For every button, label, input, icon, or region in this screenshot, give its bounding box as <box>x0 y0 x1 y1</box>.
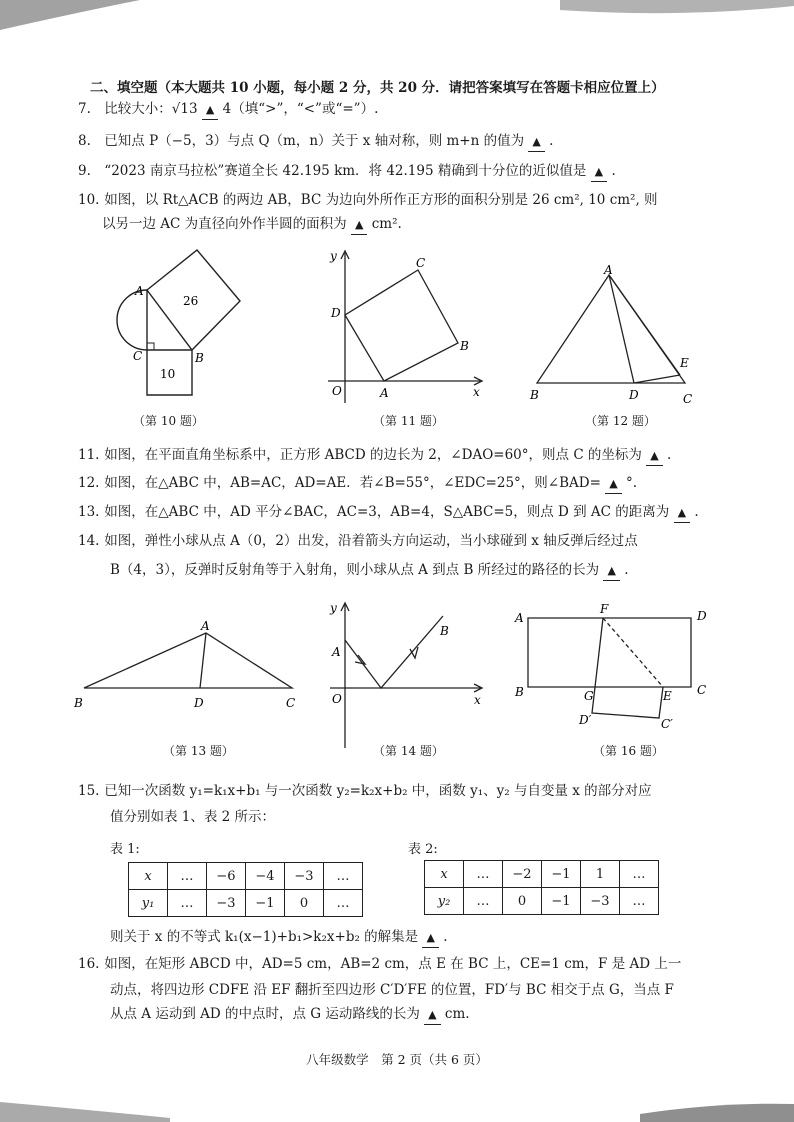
fig16-label-g: G <box>584 689 594 703</box>
q14-answer-blank[interactable] <box>603 561 619 581</box>
question-16-line-3 <box>110 1005 470 1025</box>
fig12-label-d: D <box>629 388 639 402</box>
table-cell: … <box>168 890 207 917</box>
q10-answer-blank[interactable] <box>351 215 367 235</box>
fig12-label-a: A <box>604 263 613 277</box>
table1-label: 表 1: <box>110 842 140 857</box>
q14-number: 14. <box>78 533 100 549</box>
fig11-label-c: C <box>416 256 426 270</box>
table-2 <box>424 860 659 915</box>
table-cell: −4 <box>246 863 285 890</box>
table-cell: 1 <box>581 861 620 888</box>
q10-text-line2-pre: 以另一边 AC 为直径向外作半圆的面积为 <box>102 216 347 232</box>
table-cell: −3 <box>207 890 246 917</box>
question-12 <box>78 474 637 494</box>
figure-13 <box>70 615 310 715</box>
table2-label: 表 2: <box>408 842 438 857</box>
table-cell: … <box>620 861 659 888</box>
table-cell: … <box>464 861 503 888</box>
q11-text-pre: 如图，在平面直角坐标系中，正方形 ABCD 的边长为 2，∠DAO=60°，则点 C 的坐标为 <box>104 447 642 463</box>
table-cell: y₁ <box>129 890 168 917</box>
table-cell: −1 <box>542 861 581 888</box>
blank-triangle-icon: ▲ <box>428 1008 437 1021</box>
table-cell: … <box>324 890 363 917</box>
figure-16 <box>505 600 720 735</box>
q13-text-post: . <box>694 504 699 520</box>
fig13-caption: （第 13 题） <box>163 744 234 758</box>
blank-triangle-icon: ▲ <box>532 135 541 148</box>
table-cell: x <box>129 863 168 890</box>
q15-number: 15. <box>78 783 100 799</box>
fig12-segment-ad <box>609 275 634 383</box>
fig13-label-b: B <box>74 696 83 710</box>
fig12-triangle-abc <box>537 275 685 383</box>
q11-answer-blank[interactable] <box>646 446 662 466</box>
fig12-segment-de <box>634 375 680 383</box>
fig11-label-y: y <box>330 249 337 263</box>
fig13-label-c: C <box>286 696 296 710</box>
q15-text-line1: 已知一次函数 y₁=k₁x+b₁ 与一次函数 y₂=k₂x+b₂ 中，函数 y₁、y₂ 与自变量 x 的部分对应 <box>104 783 652 799</box>
fig16-label-c-prime: C′ <box>661 717 673 731</box>
fig16-label-f: F <box>600 602 609 616</box>
fig10-label-a: A <box>135 284 144 298</box>
table-cell: y₂ <box>425 888 464 915</box>
table-cell: −1 <box>246 890 285 917</box>
question-13 <box>78 503 699 523</box>
fig13-label-a: A <box>201 619 210 633</box>
scan-shadow-top <box>0 0 794 40</box>
fig14-ball-path <box>345 616 443 688</box>
fig11-label-a: A <box>380 386 389 400</box>
scan-shadow-bottom <box>0 1092 794 1122</box>
q11-number: 11. <box>78 447 100 463</box>
blank-triangle-icon: ▲ <box>650 449 659 462</box>
fig12-label-b: B <box>530 388 539 402</box>
fig10-label-c: C <box>133 349 143 363</box>
question-9 <box>78 162 616 182</box>
q13-text-pre: 如图，在△ABC 中，AD 平分∠BAC，AC=3，AB=4，S△ABC=5，则点 D 到 AC 的距离为 <box>104 504 670 520</box>
table-cell: … <box>620 888 659 915</box>
fig14-caption: （第 14 题） <box>373 744 444 758</box>
q8-answer-blank[interactable] <box>528 132 544 152</box>
q7-answer-blank[interactable] <box>202 100 218 120</box>
question-14-line-1 <box>78 532 638 550</box>
fig16-label-e: E <box>663 689 672 703</box>
fig13-label-d: D <box>194 696 204 710</box>
page-footer: 八年级数学 第 2 页（共 6 页） <box>306 1052 488 1067</box>
q14-text-line2-post: . <box>624 562 629 578</box>
fig16-rectangle-abcd <box>528 618 691 687</box>
fig14-label-o: O <box>332 692 342 706</box>
question-16-line-1 <box>78 955 681 973</box>
fig14-label-x: x <box>474 693 481 707</box>
fig14-label-y: y <box>330 601 337 615</box>
q13-number: 13. <box>78 504 100 520</box>
fig10-caption: （第 10 题） <box>133 414 204 428</box>
fig10-label-area-26: 26 <box>183 294 199 308</box>
fig12-caption: （第 12 题） <box>585 414 656 428</box>
table-cell: … <box>168 863 207 890</box>
fig11-label-d: D <box>331 306 341 320</box>
table2-row-y2 <box>425 888 659 915</box>
figure-14 <box>318 598 493 753</box>
q12-text-pre: 如图，在△ABC 中，AB=AC，AD=AE．若∠B=55°，∠EDC=25°，则∠BAD= <box>104 475 601 491</box>
table-cell: x <box>425 861 464 888</box>
fig16-fold-line-fd <box>603 618 663 687</box>
question-10-line-1 <box>78 191 658 209</box>
fig16-label-a: A <box>515 611 524 625</box>
fig16-folded-quadrilateral <box>592 618 663 718</box>
q14-text-line1: 如图，弹性小球从点 A（0，2）出发，沿着箭头方向运动，当小球碰到 x 轴反弹后经过点 <box>104 533 638 549</box>
table-cell: … <box>324 863 363 890</box>
table-cell: −3 <box>285 863 324 890</box>
fig10-label-b: B <box>195 351 204 365</box>
fig16-label-d: D <box>697 609 707 623</box>
q16-text-line3-post: cm. <box>444 1006 470 1022</box>
fig16-label-c: C <box>697 683 707 697</box>
q8-text-post: . <box>549 133 554 149</box>
q11-text-post: . <box>667 447 672 463</box>
q12-text-post: °. <box>625 475 638 491</box>
table-cell: −2 <box>503 861 542 888</box>
blank-triangle-icon: ▲ <box>354 218 364 231</box>
fig12-segment-ae <box>609 275 680 375</box>
table-cell: −6 <box>207 863 246 890</box>
question-16-line-2: 动点，将四边形 CDFE 沿 EF 翻折至四边形 C′D′FE 的位置，FD′与 BC 相交于点 G，当点 F <box>110 982 674 998</box>
fig14-label-a: A <box>332 645 341 659</box>
figure-11 <box>318 245 493 410</box>
fig11-label-o: O <box>332 384 342 398</box>
q15-text-line3-pre: 则关于 x 的不等式 k₁(x−1)+b₁>k₂x+b₂ 的解集是 <box>110 929 419 945</box>
q9-answer-blank[interactable] <box>591 162 607 182</box>
table-1 <box>128 862 363 917</box>
fig11-label-b: B <box>460 339 469 353</box>
blank-triangle-icon: ▲ <box>205 103 215 116</box>
q10-text-line1: 如图，以 Rt△ACB 的两边 AB，BC 为边向外所作正方形的面积分别是 26 cm², 10 cm², 则 <box>104 192 658 208</box>
question-7 <box>78 100 378 120</box>
q13-answer-blank[interactable] <box>674 503 690 523</box>
q8-number: 8. <box>78 133 91 149</box>
q14-text-line2-pre: B（4，3），反弹时反射角等于入射角，则小球从点 A 到点 B 所经过的路径的长为 <box>110 562 600 578</box>
table-cell: … <box>464 888 503 915</box>
question-15-line-3 <box>110 928 448 948</box>
blank-triangle-icon: ▲ <box>607 564 616 577</box>
q10-number: 10. <box>78 192 100 208</box>
q15-answer-blank[interactable] <box>422 928 438 948</box>
q16-text-line1: 如图，在矩形 ABCD 中，AD=5 cm，AB=2 cm，点 E 在 BC 上，CE=1 cm，F 是 AD 上一 <box>104 956 682 972</box>
blank-triangle-icon: ▲ <box>594 165 604 178</box>
fig12-label-c: C <box>683 392 693 406</box>
fig13-triangle-abc <box>84 633 292 688</box>
fig10-label-area-10: 10 <box>160 367 176 381</box>
q7-text-pre: 比较大小：√13 <box>104 101 198 117</box>
blank-triangle-icon: ▲ <box>609 477 618 490</box>
question-14-line-2 <box>110 561 629 581</box>
q12-answer-blank[interactable] <box>605 474 621 494</box>
fig12-label-e: E <box>680 356 689 370</box>
table-cell: 0 <box>503 888 542 915</box>
q16-text-line3-pre: 从点 A 运动到 AD 的中点时，点 G 运动路线的长为 <box>110 1006 420 1022</box>
q16-answer-blank[interactable] <box>424 1005 440 1025</box>
fig11-square-abcd <box>345 270 458 381</box>
q9-number: 9. <box>78 163 91 179</box>
table2-row-x <box>425 861 659 888</box>
q7-number: 7. <box>78 101 91 117</box>
figure-12 <box>525 262 700 407</box>
fig16-label-b: B <box>515 685 524 699</box>
table-cell: −1 <box>542 888 581 915</box>
fig11-caption: （第 11 题） <box>373 414 444 428</box>
q10-text-line2-post: cm². <box>371 216 402 232</box>
q9-text-pre: “2023 南京马拉松”赛道全长 42.195 km．将 42.195 精确到十分位的近似值是 <box>104 163 587 179</box>
q16-number: 16. <box>78 956 100 972</box>
fig16-caption: （第 16 题） <box>593 744 664 758</box>
question-10-line-2 <box>102 215 402 235</box>
q9-text-post: . <box>611 163 616 179</box>
table1-row-x <box>129 863 363 890</box>
fig10-semicircle <box>117 290 147 350</box>
q7-text-post: 4（填“>”，“<”或“=”）. <box>222 101 379 117</box>
q15-text-line3-post: . <box>443 929 448 945</box>
fig16-label-d-prime: D′ <box>579 713 592 727</box>
figure-10 <box>105 245 255 405</box>
question-8 <box>78 132 553 152</box>
fig10-right-angle <box>147 343 154 350</box>
fig13-segment-ad <box>200 633 206 688</box>
q12-number: 12. <box>78 475 100 491</box>
section-title: 二、填空题（本大题共 10 小题，每小题 2 分，共 20 分．请把答案填写在答题卡相应位置上） <box>90 80 665 96</box>
blank-triangle-icon: ▲ <box>677 506 687 519</box>
question-11 <box>78 446 671 466</box>
fig11-label-x: x <box>473 385 480 399</box>
q8-text-pre: 已知点 P（−5，3）与点 Q（m，n）关于 x 轴对称，则 m+n 的值为 <box>104 133 525 149</box>
table1-row-y1 <box>129 890 363 917</box>
table-cell: −3 <box>581 888 620 915</box>
fig14-label-b: B <box>440 624 449 638</box>
question-15-line-1 <box>78 782 652 800</box>
blank-triangle-icon: ▲ <box>426 931 435 944</box>
table-cell: 0 <box>285 890 324 917</box>
question-15-line-2: 值分别如表 1、表 2 所示： <box>110 809 276 825</box>
